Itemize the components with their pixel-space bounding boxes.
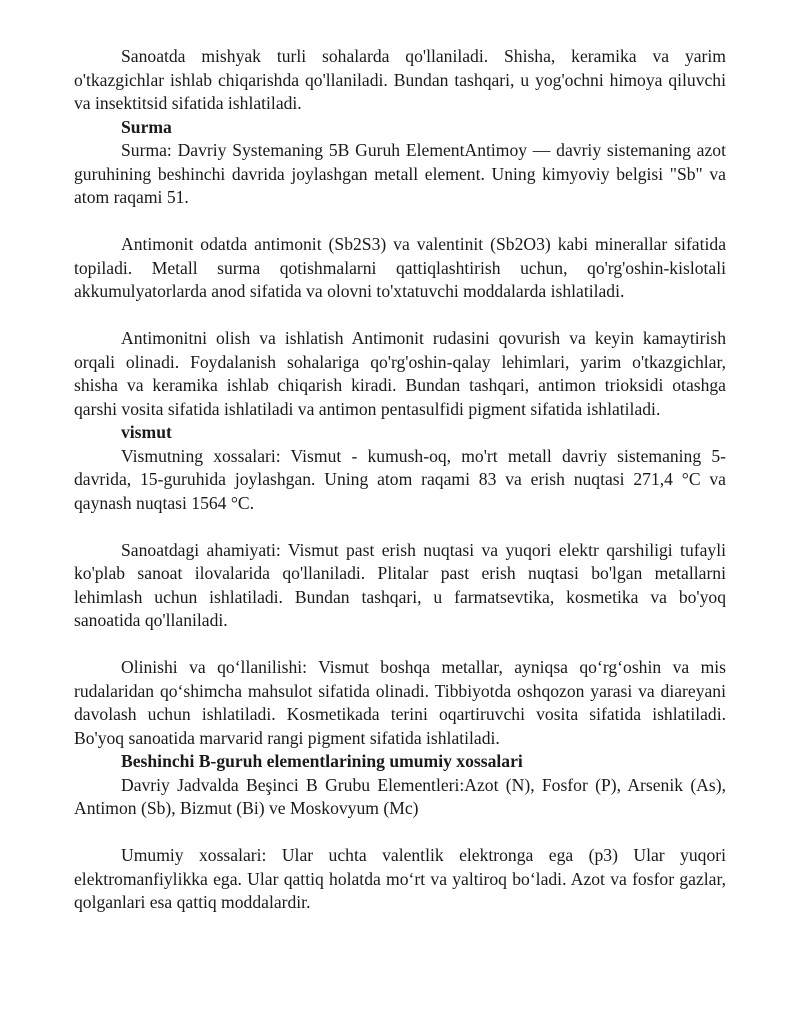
paragraph-vismut-uses: Olinishi va qo‘llanilishi: Vismut boshqa metallar, ayniqsa qo‘rg‘oshin va mis rudalaridan qo‘shimcha mahsulot sifatida olinadi. Tibbiyotda oshqozon yarasi va diareyani davolash uchun ishlatiladi. Kosmetikada terini oqartiruvchi vosita sifatida ishlatiladi. Bo'yoq sanoatida marvarid rangi pigment sifatida ishlatiladi. xyxy=(74,657,726,748)
paragraph-vismut-industry: Sanoatdagi ahamiyati: Vismut past erish nuqtasi va yuqori elektr qarshiligi tufayli ko'plab sanoat ilovalarida qo'llaniladi. Plitalar past erish nuqtasi bo'lgan metallarni lehimlash uchun ishlatiladi. Bundan tashqari, u farmatsevtika, kosmetika va bo'yoq sanoatida qo'llaniladi. xyxy=(74,539,726,630)
paragraph-surma-minerals: Antimonit odatda antimonit (Sb2S3) va valentinit (Sb2O3) kabi minerallar sifatida topiladi. Metall surma qotishmalarni qattiqlashtirish uchun, qo'rg'oshin-kislotali akkumulyatorlarda anod sifatida va olovni to'xtatuvchi moddalarda ishlatiladi. xyxy=(74,234,726,301)
paragraph-group-common-properties: Umumiy xossalari: Ular uchta valentlik elektronga ega (p3) Ular yuqori elektromanfiylikka ega. Ular qattiq holatda mo‘rt va yaltiroq bo‘ladi. Azot va fosfor gazlar, qolganlari esa qattiq moddalardir. xyxy=(74,845,726,912)
paragraph-surma-production: Antimonitni olish va ishlatish Antimonit rudasini qovurish va keyin kamaytirish orqali olinadi. Foydalanish sohalariga qo'rg'oshin-qalay lehimlari, yarim o'tkazgichlar, shisha va keramika ishlab chiqarish kiradi. Bundan tashqari, antimon trioksidi otashga qarshi vosita sifatida ishlatiladi va antimon pentasulfidi pigment sifatida ishlatiladi. xyxy=(74,328,726,419)
heading-group-properties: Beshinchi B-guruh elementlarining umumiy xossalari xyxy=(121,751,523,771)
paragraph-group-elements: Davriy Jadvalda Beşinci B Grubu Elementleri:Azot (N), Fosfor (P), Arsenik (As), Antimon (Sb), Bizmut (Bi) ve Moskovyum (Mc) xyxy=(74,774,726,818)
document-page xyxy=(74,45,726,915)
heading-surma: Surma xyxy=(121,116,172,137)
paragraph-surma-definition: Surma: Davriy Systemaning 5B Guruh ElementAntimoy — davriy sistemaning azot guruhining beshinchi davrida joylashgan metall element. Uning kimyoviy belgisi "Sb" va atom raqami 51. xyxy=(74,140,726,207)
paragraph-arsenic-usage: Sanoatda mishyak turli sohalarda qo'llaniladi. Shisha, keramika va yarim o'tkazgichlar ishlab chiqarishda qo'llaniladi. Bundan tashqari, u yog'ochni himoya qiluvchi va insektitsid sifatida ishlatiladi. xyxy=(74,46,726,113)
paragraph-vismut-properties: Vismutning xossalari: Vismut - kumush-oq, mo'rt metall davriy sistemaning 5-davrida, 15-guruhida joylashgan. Uning atom raqami 83 va erish nuqtasi 271,4 °C va qaynash nuqtasi 1564 °C. xyxy=(74,445,726,513)
heading-vismut: vismut xyxy=(121,422,172,442)
